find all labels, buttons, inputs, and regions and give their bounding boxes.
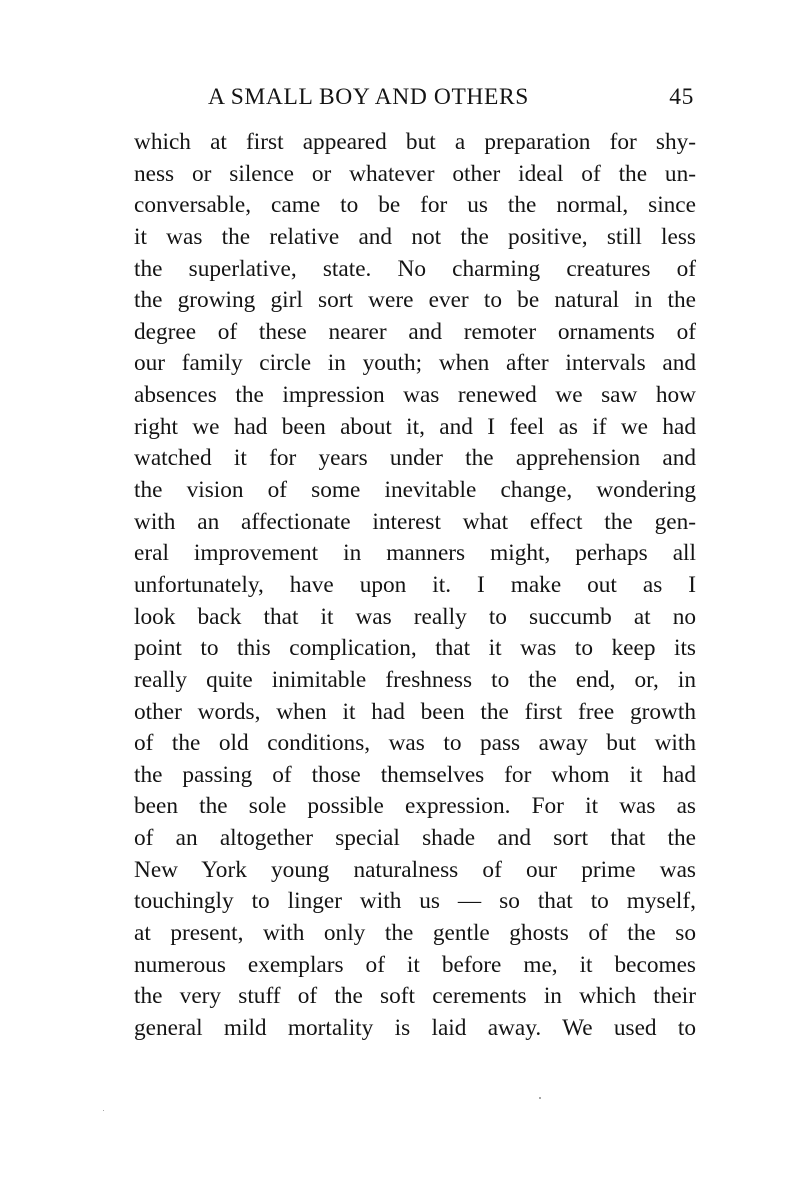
scan-speck (103, 1110, 104, 1111)
text-line: the growing girl sort were ever to be natural in the (134, 287, 696, 314)
text-line: watched it for years under the apprehension and (134, 445, 696, 472)
text-line: with an affectionate interest what effect the gen- (134, 508, 696, 535)
text-line: really quite inimitable freshness to the end, or, in (134, 666, 696, 693)
text-line: New York young naturalness of our prime was (134, 856, 696, 883)
text-line: of the old conditions, was to pass away but with (134, 730, 696, 757)
text-line: point to this complication, that it was to keep its (134, 635, 696, 662)
text-line: our family circle in youth; when after intervals and (134, 350, 696, 377)
text-line: the superlative, state. No charming creatures of (134, 255, 696, 282)
text-line: been the sole possible expression. For it was as (134, 793, 696, 820)
text-line: look back that it was really to succumb at no (134, 603, 696, 630)
text-line: eral improvement in manners might, perhaps all (134, 540, 696, 567)
text-line: the vision of some inevitable change, wondering (134, 477, 696, 504)
text-line: absences the impression was renewed we saw how (134, 382, 696, 409)
text-line: unfortunately, have upon it. I make out as I (134, 571, 696, 598)
text-line: which at first appeared but a preparation for shy- (134, 129, 696, 155)
text-line: the very stuff of the soft cerements in which their (134, 983, 696, 1010)
text-line: other words, when it had been the first free growth (134, 698, 696, 725)
scan-speck (539, 1097, 541, 1099)
text-line: touchingly to linger with us — so that to myself, (134, 888, 696, 915)
text-line: it was the relative and not the positive, still less (134, 223, 696, 250)
running-head (134, 84, 696, 114)
page-number: 45 (669, 84, 694, 110)
text-line: numerous exemplars of it before me, it becomes (134, 951, 696, 978)
text-line: right we had been about it, and I feel as if we had (134, 413, 696, 440)
text-line: at present, with only the gentle ghosts of the so (134, 920, 696, 947)
text-line: degree of these nearer and remoter ornaments of (134, 318, 696, 345)
text-line: the passing of those themselves for whom it had (134, 761, 696, 788)
text-line: ness or silence or whatever other ideal of the un- (134, 160, 696, 187)
text-line: of an altogether special shade and sort that the (134, 825, 696, 852)
running-title: A SMALL BOY AND OTHERS (208, 84, 529, 110)
body-text (134, 127, 696, 1045)
text-line: conversable, came to be for us the normal, since (134, 192, 696, 219)
text-line: general mild mortality is laid away. We used to (134, 1014, 696, 1041)
